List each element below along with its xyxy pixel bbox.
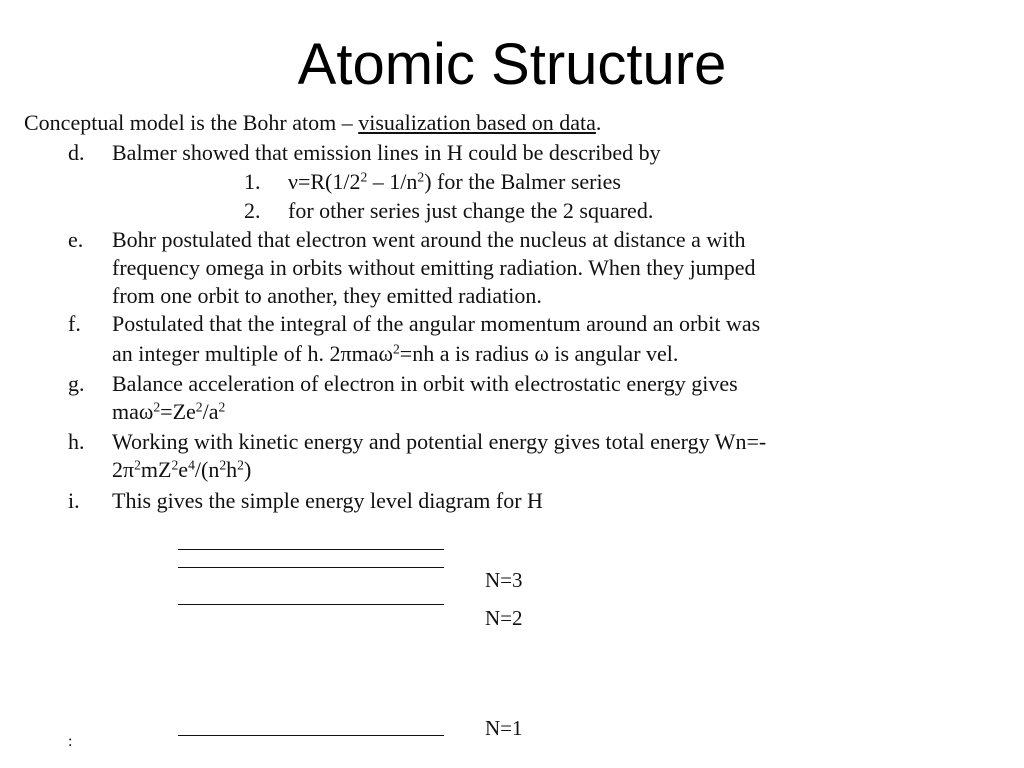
superscript: 2 <box>237 457 244 473</box>
item-h-marker: h. <box>68 429 85 454</box>
item-e-line-1: Bohr postulated that electron went around the nucleus at distance a with <box>112 227 746 252</box>
formula-part: =nh a is radius ω is angular vel. <box>399 341 679 366</box>
item-f-line-1: Postulated that the integral of the angular momentum around an orbit was <box>112 311 761 336</box>
superscript: 2 <box>218 399 226 415</box>
balmer-formula-part: ν=R(1/2 <box>288 169 361 194</box>
item-d-text: Balmer showed that emission lines in H could be described by <box>112 140 661 165</box>
energy-level-line-n2 <box>178 604 444 605</box>
formula-part: h <box>226 457 238 482</box>
intro-underlined-phrase: visualization based on data <box>358 110 596 135</box>
item-d1-marker: 1. <box>244 169 261 194</box>
item-e-line-2: frequency omega in orbits without emitting radiation. When they jumped <box>112 255 756 280</box>
superscript: 2 <box>195 399 203 415</box>
item-i-text: This gives the simple energy level diagram for H <box>112 488 543 513</box>
item-d2-marker: 2. <box>244 198 261 223</box>
item-f-line-2 <box>112 340 678 368</box>
level-label-n3: N=3 <box>485 568 523 592</box>
formula-part: /(n <box>194 457 220 482</box>
superscript: 2 <box>153 399 161 415</box>
superscript: 4 <box>188 457 195 473</box>
superscript: 2 <box>417 169 425 185</box>
formula-part: maω <box>112 399 154 424</box>
level-label-n2: N=2 <box>485 606 523 630</box>
formula-part: ) <box>243 457 252 482</box>
item-e-line-3: from one orbit to another, they emitted radiation. <box>112 283 542 308</box>
item-h-line-1: Working with kinetic energy and potential energy gives total energy Wn=- <box>112 429 767 454</box>
superscript: 2 <box>360 169 368 185</box>
formula-part: an integer multiple of h. 2πmaω <box>112 341 393 366</box>
footer-mark: : <box>68 733 73 750</box>
item-f-marker: f. <box>68 311 81 336</box>
item-h-line-2 <box>112 456 251 484</box>
item-e-marker: e. <box>68 227 84 252</box>
superscript: 2 <box>134 457 141 473</box>
slide-title: Atomic Structure <box>297 32 727 97</box>
energy-level-line-n1 <box>178 735 444 736</box>
balmer-formula-part: – 1/n <box>367 169 418 194</box>
item-d2-text: for other series just change the 2 squared. <box>288 198 654 223</box>
item-g-line-2 <box>112 398 225 426</box>
intro-text: Conceptual model is the Bohr atom – <box>24 110 359 135</box>
item-g-marker: g. <box>68 371 85 396</box>
superscript: 2 <box>171 457 179 473</box>
formula-part: mZ <box>140 457 172 482</box>
formula-part: 2π <box>112 457 135 482</box>
energy-level-line-top <box>178 549 444 550</box>
superscript: 2 <box>392 341 400 357</box>
formula-part: =Ze <box>160 399 196 424</box>
superscript: 2 <box>219 457 227 473</box>
energy-level-line-n3 <box>178 567 444 568</box>
level-label-n1: N=1 <box>485 716 523 740</box>
formula-part: /a <box>202 399 219 424</box>
balmer-formula-part: ) for the Balmer series <box>424 169 621 194</box>
item-i-marker: i. <box>68 488 80 513</box>
intro-line <box>24 109 601 137</box>
formula-part: e <box>178 457 189 482</box>
intro-end: . <box>595 110 602 135</box>
item-d1-formula <box>288 168 621 196</box>
item-g-line-1: Balance acceleration of electron in orbit with electrostatic energy gives <box>112 371 738 396</box>
item-d-marker: d. <box>68 140 85 165</box>
